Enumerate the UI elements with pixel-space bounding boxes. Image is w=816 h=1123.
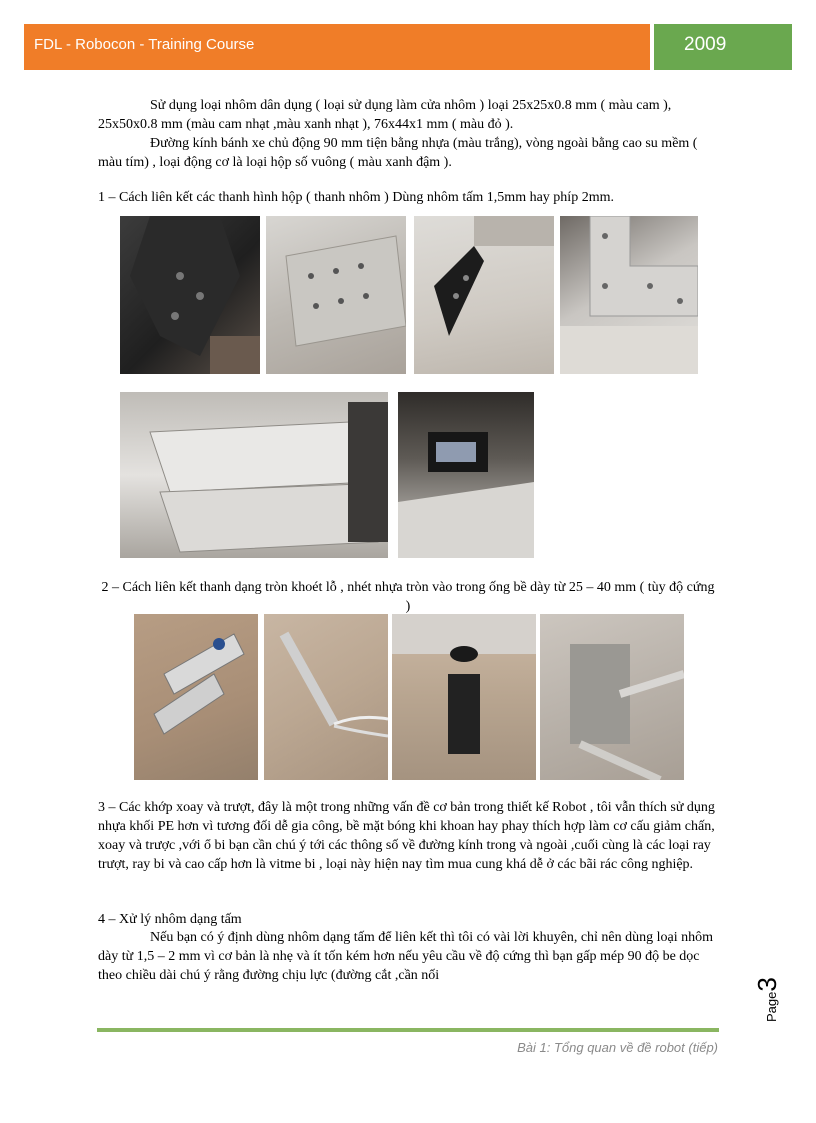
photo-black-plate-joint [120, 216, 260, 374]
photo-plate-rivets [266, 216, 406, 374]
section-4-heading: 4 – Xử lý nhôm dạng tấm [98, 912, 242, 927]
header-title: FDL - Robocon - Training Course [34, 36, 255, 53]
section-1-heading: 1 – Cách liên kết các thanh hình hộp ( thanh nhôm ) Dùng nhôm tấm 1,5mm hay phíp 2mm. [98, 190, 614, 205]
photo-tube-with-wires [264, 614, 388, 780]
header-title-bar [24, 24, 650, 70]
photo-stacked-aluminum-bars [120, 392, 388, 558]
header-year: 2009 [684, 34, 727, 55]
footer-divider [97, 1028, 719, 1032]
intro-paragraph-2: Đường kính bánh xe chủ động 90 mm tiện bằng nhựa (màu trắng), vòng ngoài bằng cao su mềm ( màu tím) , loại động cơ là loại hộp số vuông ( màu xanh đậm ). [98, 136, 698, 170]
section-3-text: 3 – Các khớp xoay và trượt, đây là một trong những vấn đề cơ bản trong thiết kế Robot , tôi vẫn thích sử dụng nhựa khối PE hơn vì tương đối dễ gia công, bề mặt bóng khi khoan hay phay thích hợp làm cơ cấu giảm chấn, xoay và trược ,với ổ bi bạn cần chú ý tới các thông số về đường kính trong và ngoài ,cuối cùng là các loại ray trượt, ray bi và cao cấp hơn là vitme bi , loại này hiện nay tìm mua cung khá dễ ở các bãi rác công nghiệp. [98, 800, 715, 872]
photo-motor-mount [398, 392, 534, 558]
page-number-label [752, 962, 802, 1022]
photo-round-tube-joint [134, 614, 258, 780]
photo-black-bar-bracket [414, 216, 554, 374]
page-number: 3 [752, 977, 782, 992]
section-2-heading: 2 – Cách liên kết thanh dạng tròn khoét lỗ , nhét nhựa tròn vào trong ống bề dày từ 25 – 40 mm ( tùy độ cứng ) [101, 580, 715, 614]
page-word: Page [764, 991, 779, 1022]
photo-slide-rail-joint [540, 614, 684, 780]
footer-caption: Bài 1: Tổng quan về đề robot (tiếp) [517, 1040, 718, 1055]
header-year-box [654, 24, 792, 70]
photo-vertical-post-bearing [392, 614, 536, 780]
section-4-text: Nếu bạn có ý định dùng nhôm dạng tấm để liên kết thì tôi có vài lời khuyên, chỉ nên dùng loại nhôm dày từ 1,5 – 2 mm vì cơ bản là nhẹ và ít tốn kém hơn nếu yêu cầu về độ cứng thì bạn gấp mép 90 độ be dọc theo chiều dài chú ý rằng đường chịu lực (đường cắt ,cần nối [98, 930, 714, 983]
page-header [24, 24, 792, 70]
photo-aluminum-corner [560, 216, 698, 374]
intro-paragraph-1: Sử dụng loại nhôm dân dụng ( loại sử dụng làm cửa nhôm ) loại 25x25x0.8 mm ( màu cam ), 25x50x0.8 mm (màu cam nhạt ,màu xanh nhạt ), 76x44x1 mm ( màu đỏ ). [98, 98, 672, 132]
